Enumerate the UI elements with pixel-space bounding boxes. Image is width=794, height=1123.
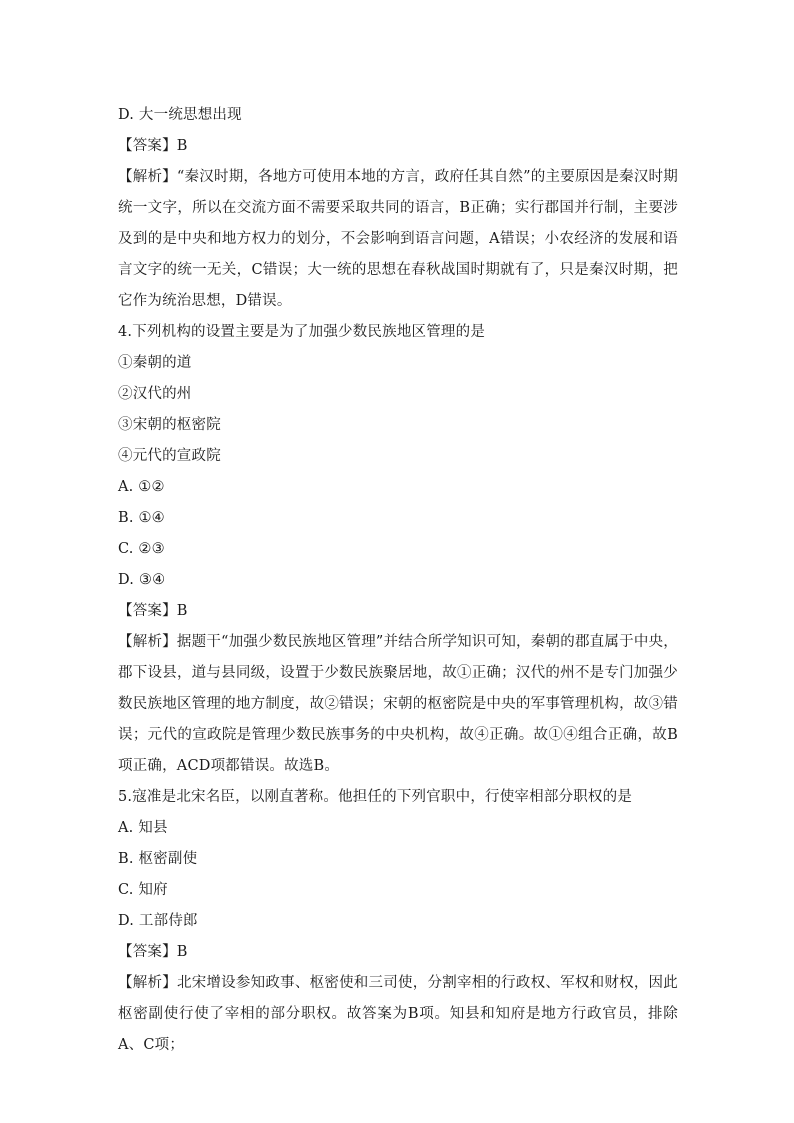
q5-option-b: B. 枢密副使: [118, 851, 198, 867]
q3-analysis: [118, 162, 678, 317]
q5-analysis: [118, 968, 678, 1061]
q4-option-c: C. ②③: [118, 541, 165, 557]
q4-answer: 【答案】B: [118, 603, 188, 619]
q4-analysis-label: 【解析】: [118, 634, 177, 650]
q3-analysis-label: 【解析】: [118, 169, 177, 185]
q4-item-4: ④元代的宣政院: [118, 448, 221, 464]
q4-item-3: ③宋朝的枢密院: [118, 417, 221, 433]
q4-item-1: ①秦朝的道: [118, 355, 192, 371]
q4-analysis-text: 据题干“加强少数民族地区管理”并结合所学知识可知，秦朝的郡直属于中央，郡下设县，道与县同级，设置于少数民族聚居地，故①正确；汉代的州不是专门加强少数民族地区管理的地方制度，故②错误；宋朝的枢密院是中央的军事管理机构，故③错误；元代的宣政院是管理少数民族事务的中央机构，故④正确。故①④组合正确，故B项正确，ACD项都错误。故选B。: [118, 634, 678, 774]
q4-option-d: D. ③④: [118, 572, 166, 588]
q4-stem: 4.下列机构的设置主要是为了加强少数民族地区管理的是: [118, 324, 486, 340]
q4-option-b: B. ①④: [118, 510, 165, 526]
q4-option-a: A. ①②: [118, 479, 165, 495]
document-page: [118, 100, 678, 1061]
q5-analysis-label: 【解析】: [118, 975, 177, 991]
q4-analysis: [118, 627, 678, 782]
q5-analysis-text: 北宋增设参知政事、枢密使和三司使，分割宰相的行政权、军权和财权，因此枢密副使行使了宰相的部分职权。故答案为B项。知县和知府是地方行政官员，排除A、C项；: [118, 975, 678, 1053]
q4-item-2: ②汉代的州: [118, 386, 192, 402]
q5-option-c: C. 知府: [118, 882, 168, 898]
q3-analysis-text: “秦汉时期，各地方可使用本地的方言，政府任其自然”的主要原因是秦汉时期统一文字，所以在交流方面不需要采取共同的语言，B正确；实行郡国并行制，主要涉及到的是中央和地方权力的划分，不会影响到语言问题，A错误；小农经济的发展和语言文字的统一无关，C错误；大一统的思想在春秋战国时期就有了，只是秦汉时期，把它作为统治思想，D错误。: [118, 169, 678, 309]
q5-answer: 【答案】B: [118, 944, 188, 960]
q5-stem: 5.寇准是北宋名臣，以刚直著称。他担任的下列官职中，行使宰相部分职权的是: [118, 789, 633, 805]
q5-option-a: A. 知县: [118, 820, 168, 836]
q3-answer: 【答案】B: [118, 138, 188, 154]
q5-option-d: D. 工部侍郎: [118, 913, 198, 929]
q3-option-d: D. 大一统思想出现: [118, 107, 242, 123]
